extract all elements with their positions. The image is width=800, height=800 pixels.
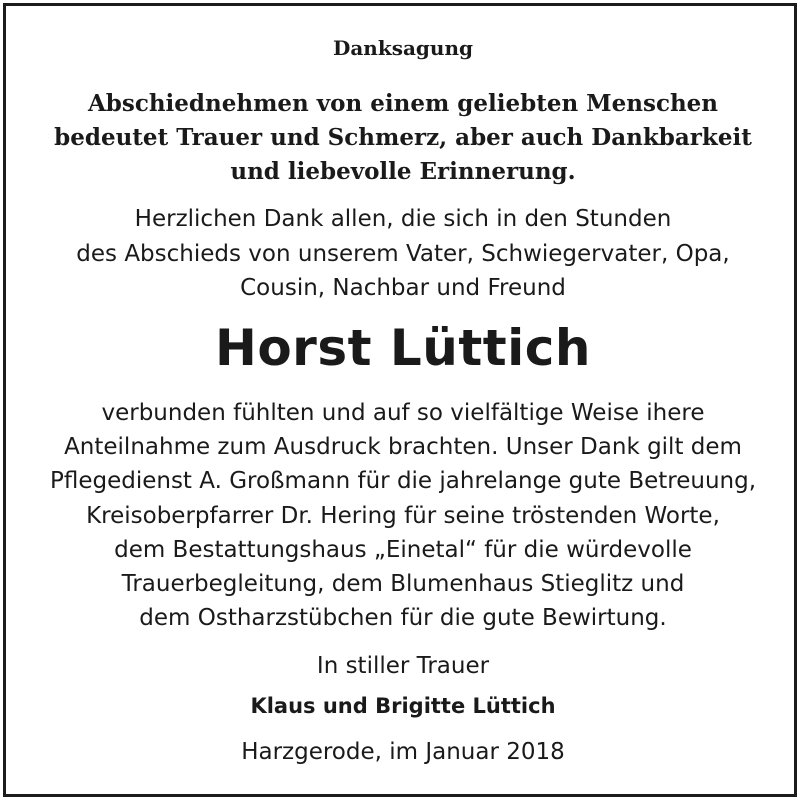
thanks-line-3: Pflegedienst A. Großmann für die jahrelange gute Betreuung, xyxy=(49,468,757,494)
intro-line-1: Herzlichen Dank allen, die sich in den Stunden xyxy=(134,206,672,232)
thanks-line-6: Trauerbegleitung, dem Blumenhaus Stieglitz und xyxy=(121,571,685,597)
place-date: Harzgerode, im Januar 2018 xyxy=(241,739,565,765)
thanks-line-5: dem Bestattungshaus „Einetal“ für die würdevolle xyxy=(114,537,692,563)
lead-line-3: und liebevolle Erinnerung. xyxy=(230,158,576,185)
thanks-line-4: Kreisoberpfarrer Dr. Hering für seine tröstenden Worte, xyxy=(86,503,720,529)
intro-line-3: Cousin, Nachbar und Freund xyxy=(240,275,566,301)
signers: Klaus und Brigitte Lüttich xyxy=(250,694,556,718)
intro-line-2: des Abschieds von unserem Vater, Schwiegervater, Opa, xyxy=(76,241,730,267)
lead-line-1: Abschiednehmen von einem geliebten Menschen xyxy=(87,90,719,117)
deceased-name: Horst Lüttich xyxy=(214,319,592,377)
obituary-notice xyxy=(3,3,797,797)
thanks-line-2: Anteilnahme zum Ausdruck brachten. Unser Dank gilt dem xyxy=(64,434,742,460)
mourning-phrase: In stiller Trauer xyxy=(316,653,490,679)
notice-heading: Danksagung xyxy=(333,36,473,60)
thanks-line-7: dem Ostharzstübchen für die gute Bewirtung. xyxy=(139,605,667,631)
thanks-line-1: verbunden fühlten und auf so vielfältige Weise ihere xyxy=(101,400,705,426)
lead-line-2: bedeutet Trauer und Schmerz, aber auch Dankbarkeit xyxy=(54,124,752,151)
